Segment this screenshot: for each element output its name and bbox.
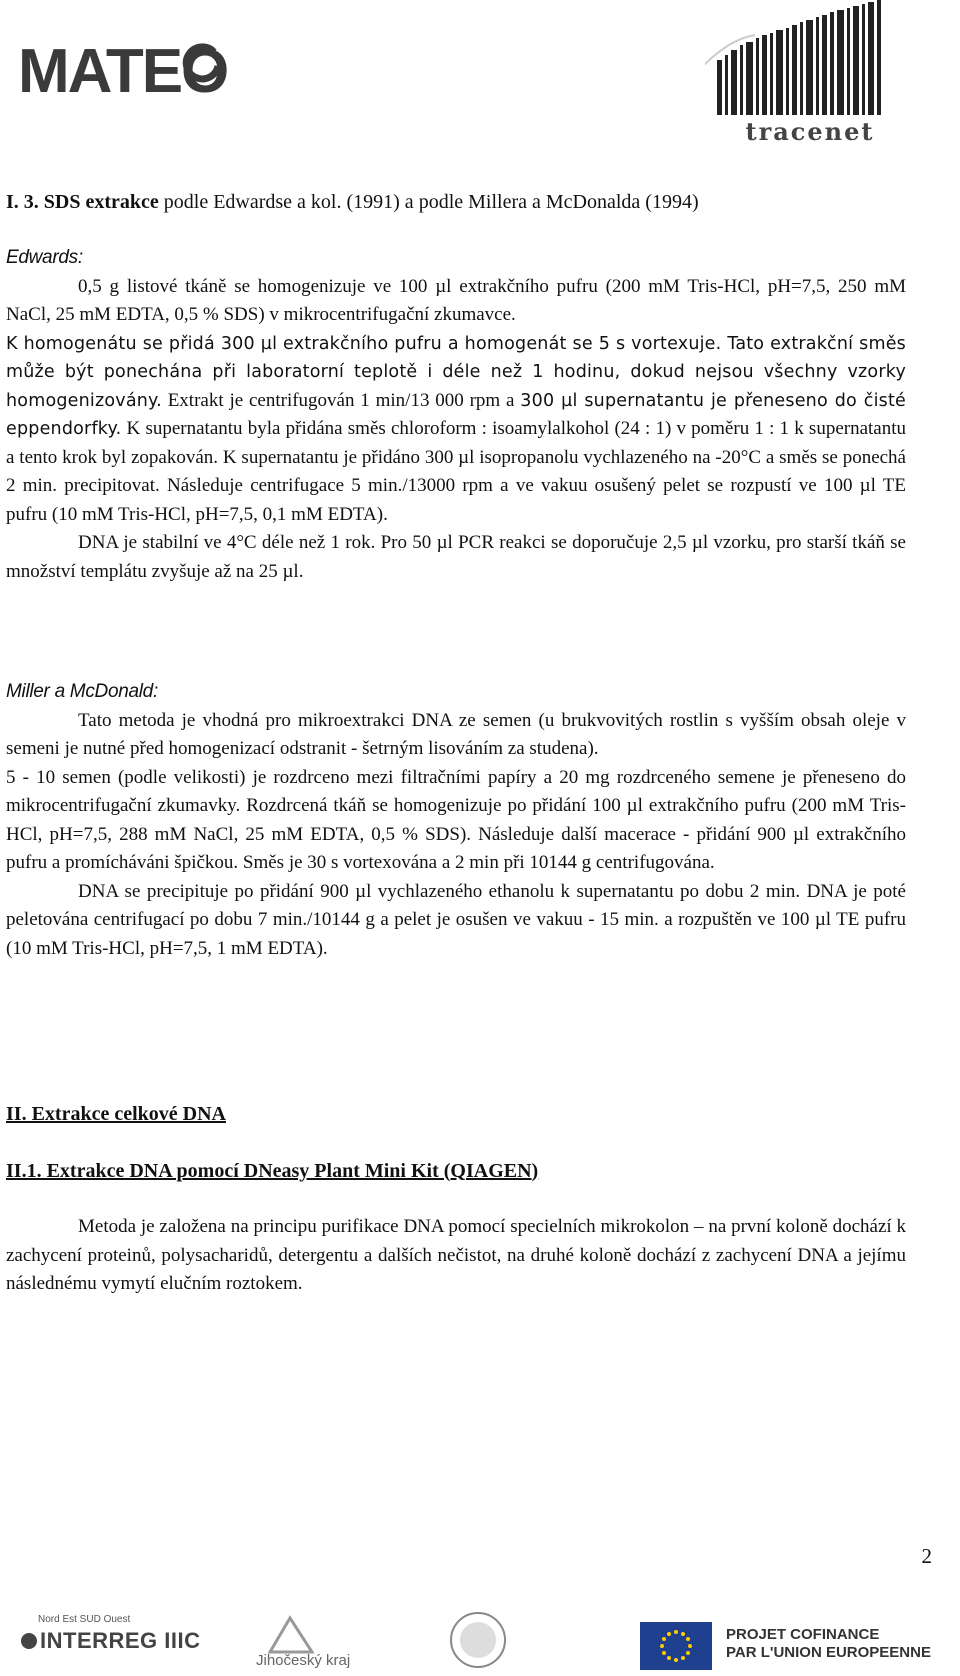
- eu-line-1: PROJET COFINANCE: [726, 1626, 880, 1643]
- mateo-logo-text: MATEO: [18, 37, 228, 106]
- edwards-paragraph-3-sans: 300 µl supernatantu je přeneseno do čisté eppendorfky.: [6, 390, 906, 439]
- miller-section: [6, 678, 906, 963]
- miller-paragraph-1: Tato metoda je vhodná pro mikroextrakci DNA ze semen (u brukvovitých rostlin s vyšším obsah oleje v semeni je nutné před homogenizací odstranit - šetrným lisováním za studena).: [6, 709, 906, 759]
- edwards-paragraph-4: DNA je stabilní ve 4°C déle než 1 rok. Pro 50 µl PCR reakci se doporučuje 2,5 µl vzorku, pro starší tkáň se množství templátu zvyšuje až na 25 µl.: [6, 532, 906, 582]
- interreg-small-text: Nord Est SUD Ouest: [38, 1614, 131, 1625]
- mateo-logo: [0, 28, 250, 108]
- section-heading-rest: podle Edwardse a kol. (1991) a podle Millera a McDonalda (1994): [158, 191, 699, 213]
- tracenet-logo: [705, 0, 915, 150]
- miller-paragraph-2: 5 - 10 semen (podle velikosti) je rozdrceno mezi filtračními papíry a 20 mg rozdrceného semene je přeneseno do mikrocentrifugační zkumavky. Rozdrcená tkáň se homogenizuje po přidání 100 µl extrakčního pufru (200 mM Tris-HCl, pH=7,5, 288 mM NaCl, 25 mM EDTA, 0,5 % SDS). Následuje další macerace - přidání 900 µl extrakčního pufru a promícháváni špičkou. Směs je 30 s vortexována a 2 min při 10144 g centrifugována.: [6, 766, 906, 873]
- eu-line-2: PAR L'UNION EUROPEENNE: [726, 1644, 931, 1661]
- edwards-paragraph-2-sans: K homogenátu se přidá 300 µl extrakčního pufru a homogenát se 5 s vortexuje. Tato extrakční směs může být ponechána při laboratorní teplotě i déle než 1 hodinu, dokud nejsou všechny vzorky homogenizovány.: [6, 333, 906, 411]
- edwards-section: [6, 244, 906, 586]
- section-heading-bold: I. 3. SDS extrakce: [6, 191, 159, 213]
- edwards-paragraph-3-serif: K supernatantu byla přidána směs chloroform : isoamylalkohol (24 : 1) v poměru 1 : 1 k supernatantu a tento krok byl zopakován. K supernatantu je přidáno 300 µl isopropanolu vychlazeného na -20°C a směs se ponechá 2 min. precipitovat. Následuje centrifugace 5 min./13000 rpm a ve vakuu osušený pelet se rozpustí ve 100 µl TE pufru (10 mM Tris-HCl, pH=7,5, 0,1 mM EDTA).: [6, 418, 906, 525]
- tracenet-logo-text: tracenet: [745, 117, 875, 146]
- section-heading: [6, 188, 906, 217]
- edwards-paragraph-2: [6, 330, 906, 530]
- eu-flag-icon: [640, 1622, 712, 1670]
- edwards-heading: Edwards:: [6, 247, 83, 268]
- edwards-paragraph-2-serif: Extrakt je centrifugován 1 min/13 000 rpm a: [161, 389, 521, 411]
- section-2-subtitle: II.1. Extrakce DNA pomocí DNeasy Plant Mini Kit (QIAGEN): [6, 1159, 539, 1182]
- interreg-logo-text: INTERREG IIIC: [40, 1628, 201, 1653]
- section-2: [6, 1100, 906, 1299]
- page-number: 2: [921, 1544, 932, 1568]
- section-2-title: II. Extrakce celkové DNA: [6, 1103, 226, 1125]
- eu-cofinance-text: [726, 1626, 931, 1662]
- interreg-dot-icon: [20, 1632, 38, 1650]
- section-2-paragraph: Metoda je založena na principu purifikace DNA pomocí specielních mikrokolon – na první koloně dochází k zachycení proteinů, polysacharidů, detergentu a dalších nečistot, na druhé koloně dochází z zachycení DNA a jejímu následnému vymytí elučním roztokem.: [6, 1216, 906, 1294]
- jihocesky-kraj-text: Jihočeský kraj: [256, 1652, 351, 1669]
- edwards-paragraph-1: 0,5 g listové tkáně se homogenizuje ve 100 µl extrakčního pufru (200 mM Tris-HCl, pH=7,5, 250 mM NaCl, 25 mM EDTA, 0,5 % SDS) v mikrocentrifugační zkumavce.: [6, 275, 906, 325]
- ministry-seal-icon: [448, 1610, 508, 1670]
- miller-heading: Miller a McDonald:: [6, 681, 158, 702]
- footer: [0, 1610, 960, 1676]
- jihocesky-kraj-logo-icon: [268, 1614, 314, 1654]
- miller-paragraph-3: DNA se precipituje po přidání 900 µl vychlazeného ethanolu k supernatantu po dobu 2 min. DNA je poté peletována centrifugací po dobu 7 min./10144 g a pelet je osušen ve vakuu - 15 min. a rozpuštěn ve 100 µl TE pufru (10 mM Tris-HCl, pH=7,5, 1 mM EDTA).: [6, 880, 906, 959]
